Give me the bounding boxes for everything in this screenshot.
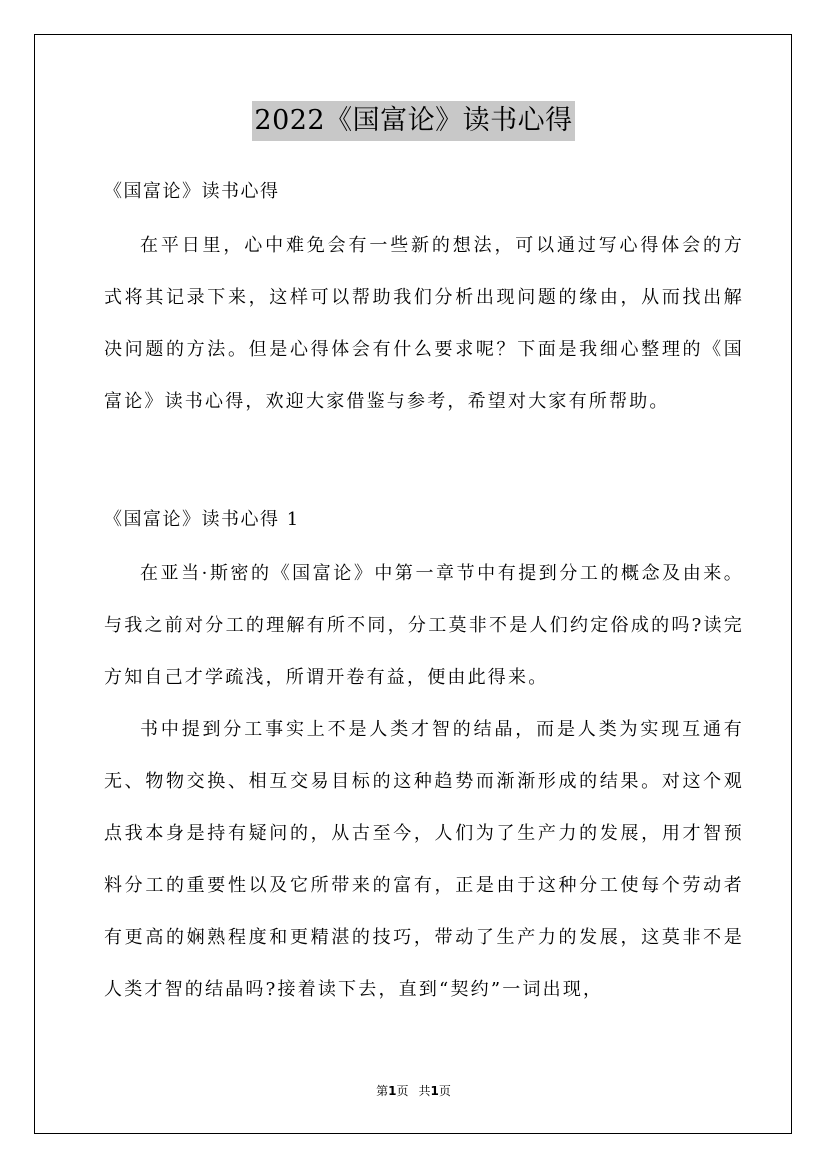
document-title: 2022《国富论》读书心得	[252, 101, 574, 141]
page-prefix: 第	[376, 1084, 389, 1098]
section-1	[104, 494, 744, 1016]
page-number: 1	[388, 1084, 397, 1098]
total-suffix: 页	[438, 1084, 451, 1098]
intro-section	[104, 166, 744, 428]
body-paragraph: 在亚当·斯密的《国富论》中第一章节中有提到分工的概念及由来。与我之前对分工的理解有所不同，分工莫非不是人们约定俗成的吗?读完方知自己才学疏浅，所谓开卷有益，便由此得来。	[104, 563, 744, 688]
title-wrapper	[0, 101, 827, 141]
intro-paragraph: 在平日里，心中难免会有一些新的想法，可以通过写心得体会的方式将其记录下来，这样可以帮助我们分析出现问题的缘由，从而找出解决问题的方法。但是心得体会有什么要求呢？下面是我细心整理的《国富论》读书心得，欢迎大家借鉴与参考，希望对大家有所帮助。	[104, 235, 744, 412]
intro-heading: 《国富论》读书心得	[104, 181, 280, 202]
total-pages: 1	[430, 1084, 439, 1098]
page-suffix: 页	[396, 1084, 409, 1098]
body-paragraph: 书中提到分工事实上不是人类才智的结晶，而是人类为实现互通有无、物物交换、相互交易目标的这种趋势而渐渐形成的结果。对这个观点我本身是持有疑问的，从古至今，人们为了生产力的发展，用才智预料分工的重要性以及它所带来的富有，正是由于这种分工使每个劳动者有更高的娴熟程度和更精湛的技巧，带动了生产力的发展，这莫非不是人类才智的结晶吗?接着读下去，直到“契约”一词出现，	[104, 719, 744, 1000]
total-prefix: 共	[418, 1084, 431, 1098]
page-footer	[0, 1082, 827, 1099]
section-heading: 《国富论》读书心得 1	[104, 509, 300, 530]
